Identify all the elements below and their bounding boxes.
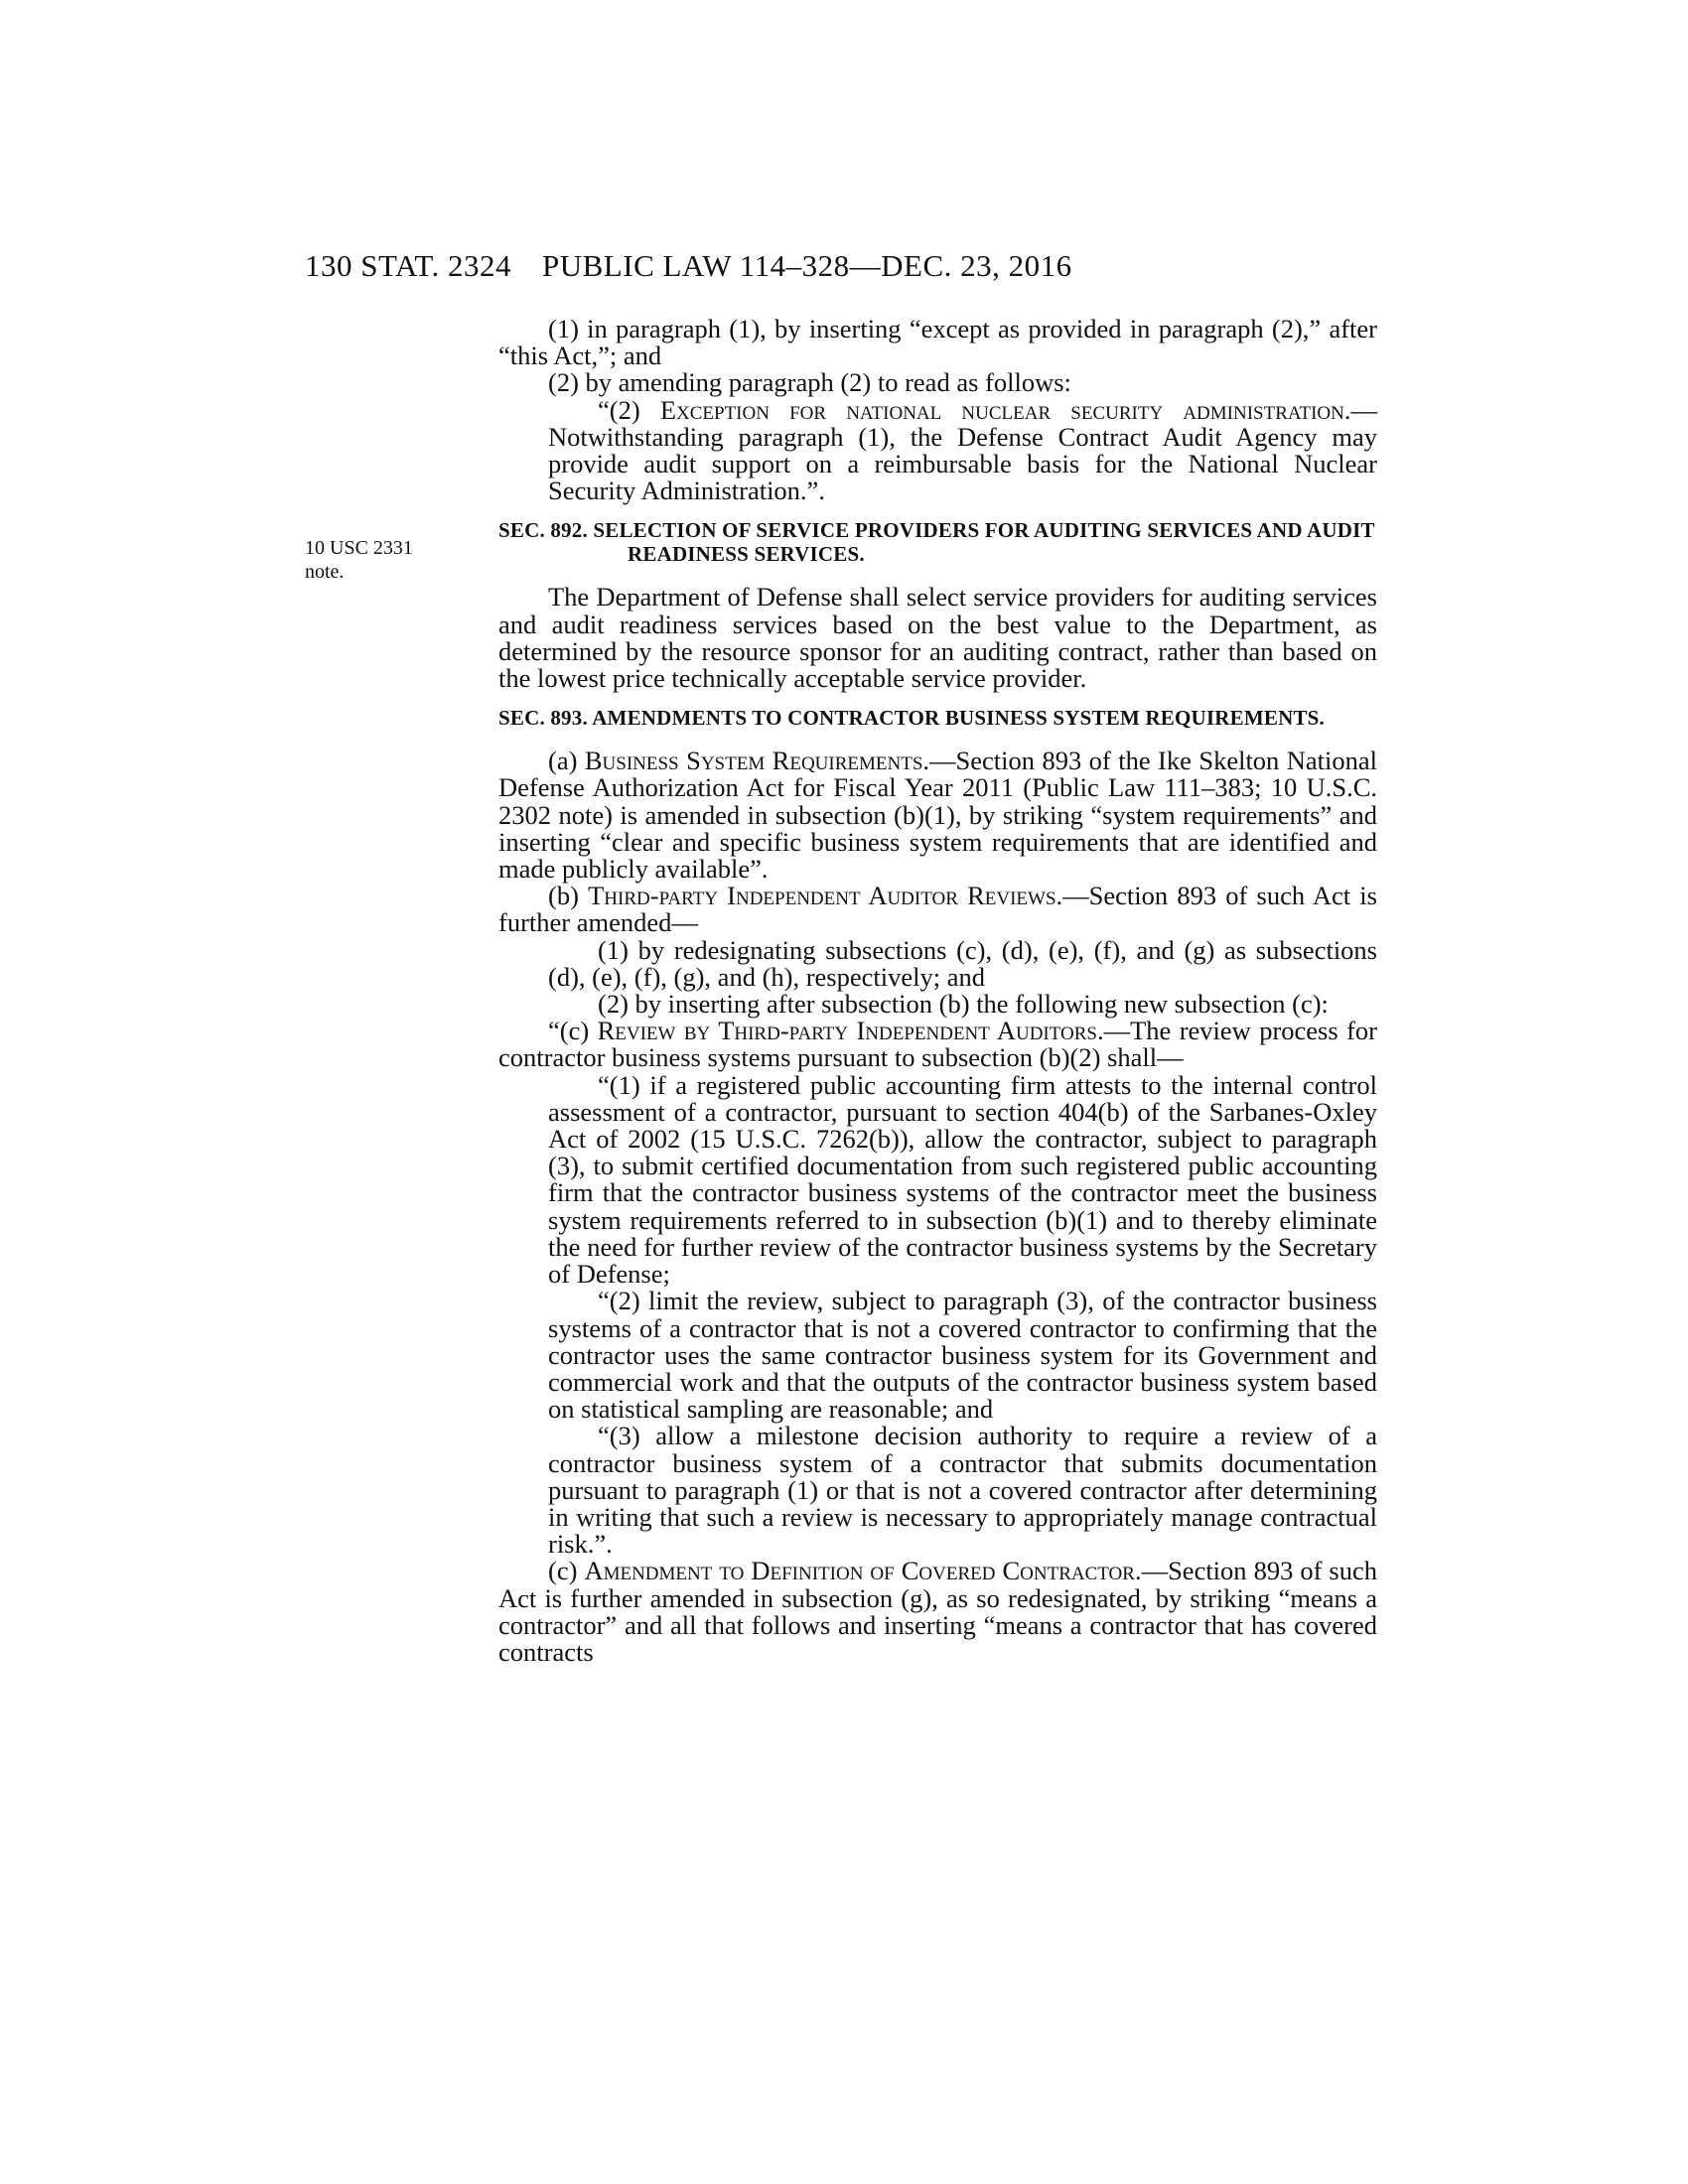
subsection-b-item-1: (1) by redesignating subsections (c), (d), (e), (f), and (g) as subsections (d), (e), (f), (g), and (h), respectively; and — [548, 934, 1377, 992]
section-892-heading: SEC. 892. SELECTION OF SERVICE PROVIDERS FOR AUDITING SERVICES AND AUDIT READINESS SERVICES. — [498, 518, 1375, 567]
subsection-c-text: .—Section 893 of such Act is further amended in subsection (g), as so redesignated, by striking “means a contractor” and all that follows and inserting “means a contractor that has covered contracts — [498, 1556, 1377, 1667]
paragraph-3 — [498, 394, 1377, 506]
subsection-b-item-2: (2) by inserting after subsection (b) the following new subsection (c): — [598, 989, 1329, 1020]
paragraph-3-text: .—Notwithstanding paragraph (1), the Defense Contract Audit Agency may provide audit support on a reimbursable basis for the National Nuclear Security Administration.”. — [548, 394, 1377, 506]
quoted-subsection-c — [498, 1018, 1377, 1071]
quoted-item-3: “(3) allow a milestone decision authority to require a review of a contractor business system of a contractor that submits documentation pursuant to paragraph (1) or that is not a covered contractor after determining in writing that such a review is necessary to appropriately manage contractual risk.”. — [548, 1421, 1377, 1560]
section-892-body: The Department of Defense shall select service providers for auditing services and audit readiness services based on the best value to the Department, as determined by the resource sponsor for an auditing contract, rather than based on the lowest price technically acceptable service provider. — [498, 582, 1377, 694]
quoted-item-2: “(2) limit the review, subject to paragraph (3), of the contractor business systems of a contractor that is not a covered contractor to confirming that the contractor uses the same contractor business system for its Government and commercial work and that the outputs of the contractor business system based on statistical sampling are reasonable; and — [548, 1286, 1377, 1425]
quoted-item-1: “(1) if a registered public accounting firm attests to the internal control assessment of a contractor, pursuant to section 404(b) of the Sarbanes-Oxley Act of 2002 (15 U.S.C. 7262(b)), allow the contractor, subject to paragraph (3), to submit certified documentation from such registered public accounting firm that the contractor business systems of the contractor meet the business system requirements referred to in subsection (b)(1) and to thereby eliminate the need for further review of the contractor business systems by the Secretary of Defense; — [548, 1069, 1377, 1290]
margin-note-line2: note. — [305, 561, 345, 583]
stat-citation: 130 STAT. 2324 — [305, 248, 512, 283]
page-header-title: PUBLIC LAW 114–328—DEC. 23, 2016 — [542, 248, 1072, 283]
paragraph-3-prefix: “(2) — [598, 394, 660, 425]
quoted-subsection-c-heading: Review by Third-party Independent Auditors — [597, 1016, 1097, 1046]
margin-note — [305, 536, 413, 584]
subsection-a — [498, 748, 1377, 883]
subsection-c-prefix: (c) — [548, 1556, 585, 1586]
document-body — [498, 316, 1377, 1666]
subsection-a-heading: Business System Requirements — [584, 746, 923, 776]
paragraph-1: (1) in paragraph (1), by inserting “except as provided in paragraph (2),” after “this Act,”; and — [498, 314, 1377, 371]
subsection-c — [498, 1558, 1377, 1666]
quoted-subsection-c-text: .—The review process for contractor business systems pursuant to subsection (b)(2) shall— — [498, 1016, 1377, 1073]
paragraph-2: (2) by amending paragraph (2) to read as follows: — [548, 367, 1071, 398]
subsection-b-heading: Third-party Independent Auditor Reviews — [588, 881, 1056, 911]
subsection-c-heading: Amendment to Definition of Covered Contractor — [584, 1556, 1135, 1586]
section-893-heading: SEC. 893. AMENDMENTS TO CONTRACTOR BUSINESS SYSTEM REQUIREMENTS. — [498, 706, 1325, 731]
subsection-a-text: .—Section 893 of the Ike Skelton National Defense Authorization Act for Fiscal Year 2011 (Public Law 111–383; 10 U.S.C. 2302 note) is amended in subsection (b)(1), by striking “system requirements” and inserting “clear and specific business system requirements that are identified and made publicly available”. — [498, 746, 1378, 885]
subsection-a-prefix: (a) — [548, 746, 585, 776]
quoted-subsection-c-prefix: “(c) — [548, 1016, 598, 1046]
subsection-b-prefix: (b) — [548, 881, 589, 911]
subsection-b — [498, 883, 1377, 936]
subsection-b-text: .—Section 893 of such Act is further amended— — [498, 881, 1377, 938]
margin-note-line1: 10 USC 2331 — [305, 537, 413, 559]
paragraph-3-heading: Exception for national nuclear security administration — [659, 394, 1344, 425]
